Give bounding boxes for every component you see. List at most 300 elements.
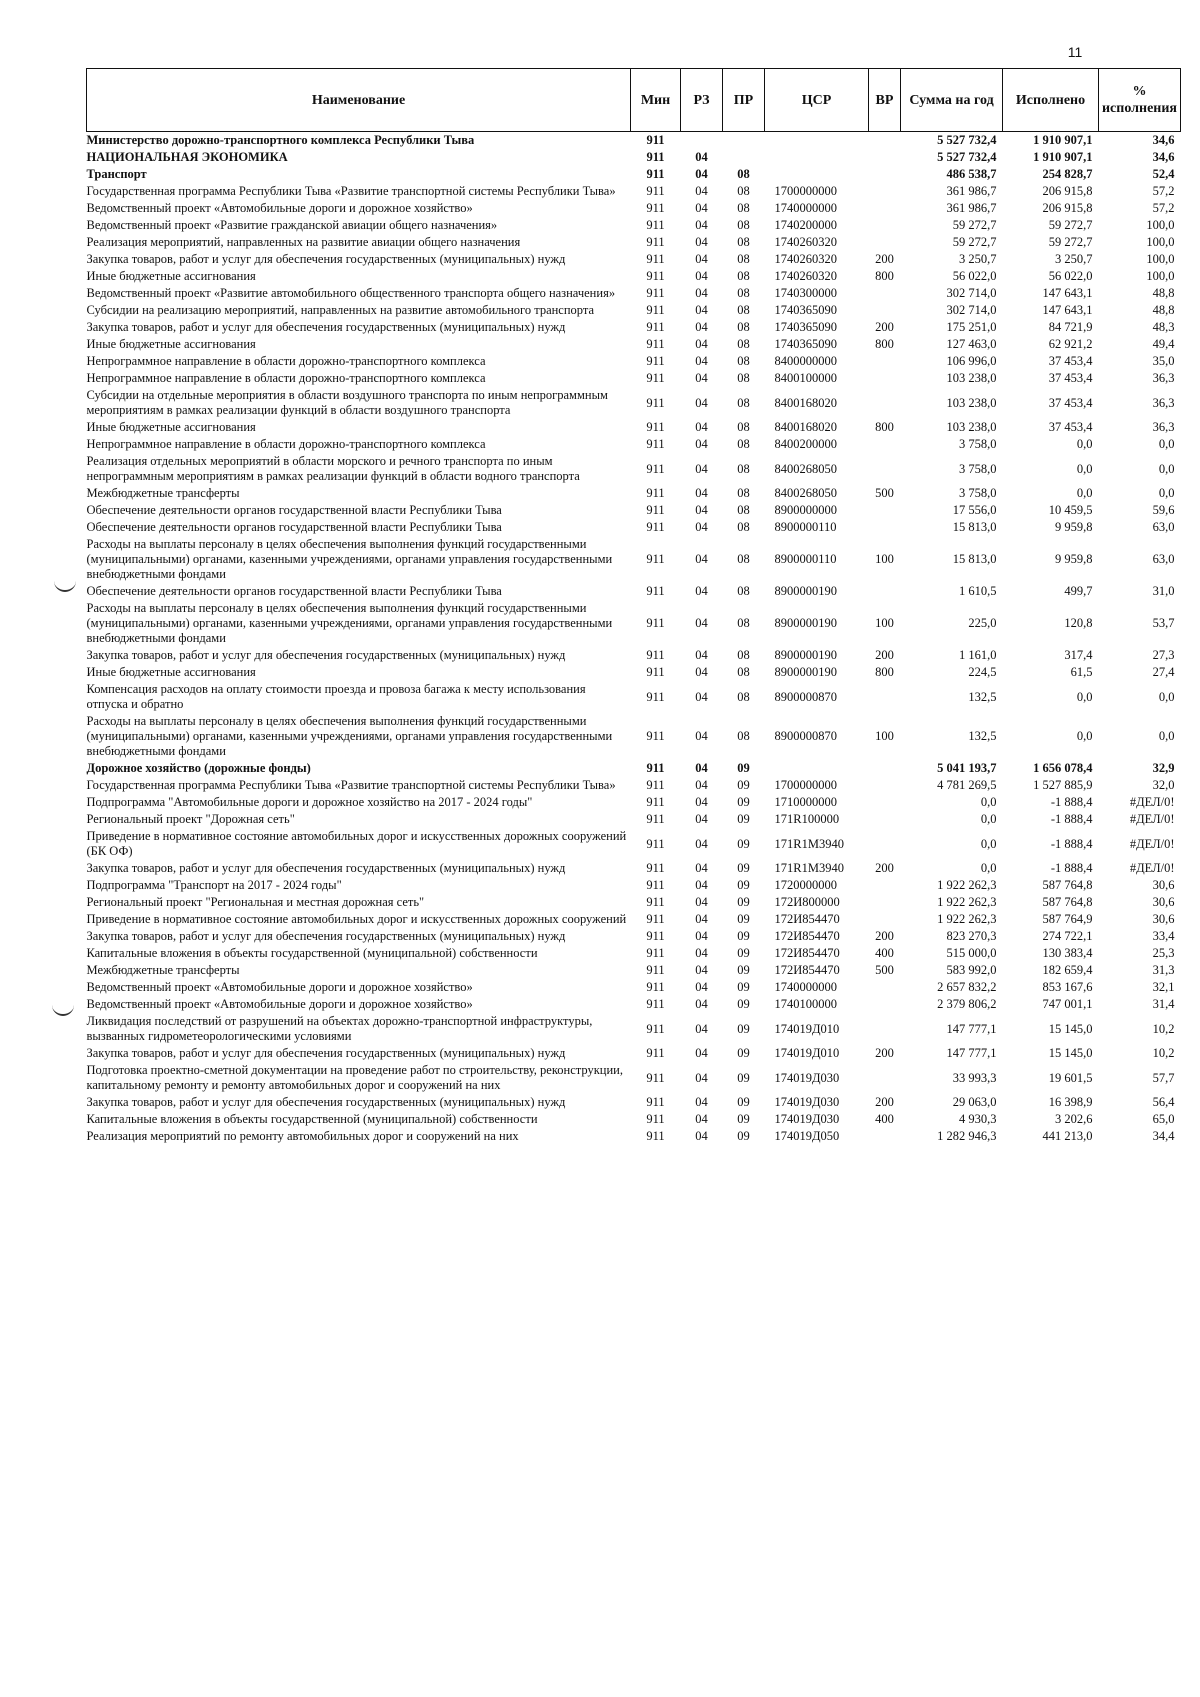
cell-csr: 1740260320 (774, 235, 837, 249)
table-row (87, 911, 1181, 928)
cell-pr: 08 (737, 167, 750, 181)
cell-pct: 30,6 (1152, 878, 1175, 892)
cell-vr (869, 234, 901, 251)
cell-rz: 04 (695, 616, 708, 630)
table-row (87, 519, 1181, 536)
cell-sum: 103 238,0 (946, 420, 997, 434)
cell-done: 130 383,4 (1042, 946, 1093, 960)
cell-sum: 4 930,3 (959, 1112, 997, 1126)
cell-name: Ведомственный проект «Автомобильные дороги и дорожное хозяйство» (86, 201, 473, 215)
table-row (87, 647, 1181, 664)
cell-pct: 36,3 (1152, 420, 1175, 434)
cell-pr: 08 (737, 252, 750, 266)
cell-vr (869, 453, 901, 485)
cell-min: 911 (646, 201, 665, 215)
table-row (87, 436, 1181, 453)
cell-name: Межбюджетные трансферты (86, 963, 240, 977)
cell-pr: 09 (737, 878, 750, 892)
cell-rz: 04 (695, 1095, 708, 1109)
cell-min: 911 (646, 395, 665, 410)
cell-csr: 8900000870 (774, 729, 837, 743)
cell-min: 911 (646, 946, 665, 960)
cell-min: 911 (646, 648, 665, 662)
cell-rz: 04 (695, 1129, 708, 1143)
cell-pct: 0,0 (1158, 437, 1175, 451)
cell-done: 441 213,0 (1042, 1129, 1093, 1143)
cell-sum: 103 238,0 (946, 395, 997, 410)
cell-vr (869, 353, 901, 370)
cell-pct: 59,6 (1152, 503, 1175, 517)
cell-rz: 04 (695, 1021, 708, 1036)
cell-min: 911 (646, 150, 665, 164)
table-row (87, 928, 1181, 945)
cell-rz: 04 (695, 878, 708, 892)
cell-min: 911 (646, 371, 665, 385)
cell-name: Государственная программа Республики Тыва «Развитие транспортной системы Республики Тыва» (86, 184, 616, 198)
cell-rz: 04 (695, 503, 708, 517)
table-row (87, 166, 1181, 183)
table-row (87, 302, 1181, 319)
cell-name: Реализация мероприятий по ремонту автомобильных дорог и сооружений на них (86, 1129, 519, 1143)
cell-sum: 33 993,3 (952, 1070, 997, 1085)
cell-done: 62 921,2 (1048, 337, 1093, 351)
cell-done: 37 453,4 (1048, 354, 1093, 368)
cell-name: Закупка товаров, работ и услуг для обеспечения государственных (муниципальных) нужд (86, 252, 566, 266)
cell-done: 15 145,0 (1048, 1021, 1093, 1036)
cell-min: 911 (646, 420, 665, 434)
cell-min: 911 (646, 303, 665, 317)
cell-pct: 65,0 (1152, 1112, 1175, 1126)
header-min: Мин (631, 69, 681, 132)
cell-done: 37 453,4 (1048, 420, 1093, 434)
cell-pr: 08 (737, 303, 750, 317)
cell-pr: 09 (737, 912, 750, 926)
cell-min: 911 (646, 729, 665, 743)
cell-vr: 100 (875, 552, 894, 566)
cell-done: 3 250,7 (1055, 252, 1093, 266)
cell-csr: 1700000000 (774, 184, 837, 198)
cell-rz: 04 (695, 395, 708, 410)
cell-pct: 100,0 (1146, 252, 1175, 266)
cell-pct: 34,4 (1152, 1129, 1175, 1143)
table-row (87, 419, 1181, 436)
cell-vr (869, 183, 901, 200)
cell-rz: 04 (695, 895, 708, 909)
cell-pr: 09 (737, 929, 750, 943)
cell-rz: 04 (695, 320, 708, 334)
cell-vr (869, 828, 901, 860)
cell-pct: 32,1 (1152, 980, 1175, 994)
table-body (87, 132, 1181, 1146)
cell-csr: 174019Д030 (774, 1095, 840, 1109)
cell-rz: 04 (695, 201, 708, 215)
cell-name: Расходы на выплаты персоналу в целях обеспечения выполнения функций государственными (муниципальными) органами, казенными учреждениями, органами управления государственными внебюджетными фондами (86, 537, 613, 581)
cell-pct: 48,3 (1152, 320, 1175, 334)
cell-name: Обеспечение деятельности органов государственной власти Республики Тыва (86, 520, 502, 534)
cell-min: 911 (646, 286, 665, 300)
cell-sum: 106 996,0 (946, 354, 997, 368)
cell-rz: 04 (695, 1046, 708, 1060)
cell-vr (869, 370, 901, 387)
cell-pct: #ДЕЛ/0! (1129, 836, 1175, 851)
cell-min: 911 (646, 980, 665, 994)
cell-sum: 59 272,7 (952, 235, 997, 249)
cell-name: Иные бюджетные ассигнования (86, 420, 256, 434)
header-pr: ПР (723, 69, 765, 132)
cell-pr: 09 (737, 1046, 750, 1060)
cell-done: 16 398,9 (1048, 1095, 1093, 1109)
cell-sum: 5 527 732,4 (937, 150, 997, 164)
cell-csr (765, 760, 869, 777)
cell-rz: 04 (695, 218, 708, 232)
cell-rz: 04 (695, 437, 708, 451)
cell-csr: 8400200000 (774, 437, 837, 451)
cell-pct: 31,0 (1152, 584, 1175, 598)
cell-csr: 171R1M3940 (774, 836, 844, 851)
cell-done: 120,8 (1064, 616, 1093, 630)
cell-min: 911 (646, 1021, 665, 1036)
cell-pr: 09 (737, 997, 750, 1011)
cell-pct: 30,6 (1152, 895, 1175, 909)
cell-pr: 08 (737, 184, 750, 198)
cell-name: НАЦИОНАЛЬНАЯ ЭКОНОМИКА (86, 150, 288, 164)
cell-vr: 800 (875, 665, 894, 679)
cell-rz: 04 (695, 997, 708, 1011)
cell-sum: 15 813,0 (952, 520, 997, 534)
cell-sum: 302 714,0 (946, 286, 997, 300)
table-row (87, 979, 1181, 996)
cell-done: 59 272,7 (1048, 235, 1093, 249)
cell-vr: 800 (875, 269, 894, 283)
table-row (87, 387, 1181, 419)
cell-pr: 09 (737, 1070, 750, 1085)
header-vr: ВР (869, 69, 901, 132)
cell-min: 911 (646, 486, 665, 500)
table-row (87, 1128, 1181, 1145)
cell-min: 911 (646, 795, 665, 809)
cell-sum: 5 041 193,7 (937, 761, 997, 775)
table-row (87, 502, 1181, 519)
cell-csr: 171R1M3940 (774, 861, 844, 875)
cell-rz: 04 (695, 420, 708, 434)
cell-name: Закупка товаров, работ и услуг для обеспечения государственных (муниципальных) нужд (86, 1046, 566, 1060)
cell-min: 911 (646, 912, 665, 926)
cell-sum: 132,5 (968, 729, 997, 743)
cell-done: 37 453,4 (1048, 371, 1093, 385)
cell-sum: 224,5 (968, 665, 997, 679)
cell-min: 911 (646, 878, 665, 892)
cell-vr: 200 (875, 1095, 894, 1109)
cell-done: 19 601,5 (1048, 1070, 1093, 1085)
cell-done: 59 272,7 (1048, 218, 1093, 232)
cell-done: 61,5 (1070, 665, 1093, 679)
cell-pct: 34,6 (1152, 150, 1175, 164)
cell-name: Транспорт (86, 167, 147, 181)
cell-min: 911 (646, 320, 665, 334)
cell-name: Капитальные вложения в объекты государственной (муниципальной) собственности (86, 946, 538, 960)
table-row (87, 760, 1181, 777)
cell-pct: 10,2 (1152, 1046, 1175, 1060)
cell-name: Обеспечение деятельности органов государственной власти Республики Тыва (86, 503, 502, 517)
cell-csr: 8400268050 (774, 486, 837, 500)
cell-rz: 04 (695, 303, 708, 317)
cell-sum: 3 758,0 (959, 437, 997, 451)
cell-csr: 1740100000 (774, 997, 837, 1011)
cell-name: Субсидии на отдельные мероприятия в области воздушного транспорта по иным непрограммным мероприятиям в рамках реализации функций в области воздушного транспорта (86, 388, 608, 417)
cell-done: 274 722,1 (1042, 929, 1093, 943)
cell-done: 853 167,6 (1042, 980, 1093, 994)
cell-min: 911 (646, 1070, 665, 1085)
cell-name: Субсидии на реализацию мероприятий, направленных на развитие автомобильного транспорта (86, 303, 595, 317)
cell-csr: 8900000190 (774, 665, 837, 679)
cell-csr: 8400100000 (774, 371, 837, 385)
cell-pr: 08 (737, 354, 750, 368)
cell-name: Ведомственный проект «Автомобильные дороги и дорожное хозяйство» (86, 997, 473, 1011)
cell-min: 911 (646, 1129, 665, 1143)
cell-sum: 3 758,0 (959, 461, 997, 476)
cell-pct: 30,6 (1152, 912, 1175, 926)
cell-done: 1 910 907,1 (1033, 133, 1093, 147)
cell-pr: 09 (737, 761, 750, 775)
table-row (87, 600, 1181, 647)
table-row (87, 860, 1181, 877)
cell-name: Приведение в нормативное состояние автомобильных дорог и искусственных дорожных сооружений (86, 912, 627, 926)
cell-pr: 09 (737, 1095, 750, 1109)
table-row (87, 1062, 1181, 1094)
table-row (87, 285, 1181, 302)
cell-rz: 04 (695, 812, 708, 826)
cell-pct: 27,4 (1152, 665, 1175, 679)
cell-pct: 100,0 (1146, 218, 1175, 232)
cell-csr: 1740365090 (774, 337, 837, 351)
cell-vr (869, 1062, 901, 1094)
cell-sum: 175 251,0 (946, 320, 997, 334)
cell-name: Иные бюджетные ассигнования (86, 665, 256, 679)
cell-pct: 0,0 (1158, 689, 1175, 704)
cell-name: Закупка товаров, работ и услуг для обеспечения государственных (муниципальных) нужд (86, 320, 566, 334)
table-row (87, 1094, 1181, 1111)
cell-pct: 31,3 (1152, 963, 1175, 977)
cell-done: 147 643,1 (1042, 303, 1093, 317)
cell-pr: 09 (737, 1021, 750, 1036)
cell-vr (869, 794, 901, 811)
cell-rz: 04 (695, 520, 708, 534)
cell-name: Компенсация расходов на оплату стоимости проезда и провоза багажа к месту использования отпуска и обратно (86, 682, 586, 711)
cell-rz: 04 (695, 980, 708, 994)
cell-sum: 132,5 (968, 689, 997, 704)
cell-csr: 8900000870 (774, 689, 837, 704)
cell-pct: 25,3 (1152, 946, 1175, 960)
cell-done: 499,7 (1064, 584, 1093, 598)
cell-csr: 172И854470 (774, 912, 840, 926)
cell-rz: 04 (695, 963, 708, 977)
cell-sum: 361 986,7 (946, 184, 997, 198)
cell-pr: 08 (737, 218, 750, 232)
cell-csr: 172И800000 (774, 895, 840, 909)
cell-rz: 04 (695, 861, 708, 875)
cell-rz: 04 (695, 929, 708, 943)
cell-min: 911 (646, 269, 665, 283)
cell-vr (869, 1013, 901, 1045)
cell-vr: 800 (875, 337, 894, 351)
cell-name: Реализация отдельных мероприятий в области морского и речного транспорта по иным непрограммным мероприятиям в рамках реализации функций в области водного транспорта (86, 454, 580, 483)
cell-min: 911 (646, 354, 665, 368)
cell-done: 84 721,9 (1048, 320, 1093, 334)
table-row (87, 251, 1181, 268)
cell-pr: 08 (737, 584, 750, 598)
cell-min: 911 (646, 761, 665, 775)
cell-pct: 57,7 (1152, 1070, 1175, 1085)
cell-rz: 04 (695, 761, 708, 775)
cell-csr: 8900000000 (774, 503, 837, 517)
cell-name: Ведомственный проект «Автомобильные дороги и дорожное хозяйство» (86, 980, 473, 994)
cell-min: 911 (646, 520, 665, 534)
cell-rz: 04 (695, 584, 708, 598)
cell-pr: 08 (737, 486, 750, 500)
cell-done: 1 656 078,4 (1033, 761, 1093, 775)
cell-min: 911 (646, 184, 665, 198)
cell-pct: #ДЕЛ/0! (1129, 861, 1175, 875)
cell-vr (869, 777, 901, 794)
cell-sum: 1 922 262,3 (937, 878, 997, 892)
cell-done: -1 888,4 (1050, 861, 1093, 875)
cell-rz: 04 (695, 337, 708, 351)
cell-rz (681, 132, 723, 150)
table-row (87, 183, 1181, 200)
cell-pct: 57,2 (1152, 184, 1175, 198)
cell-pr (723, 149, 765, 166)
cell-name: Дорожное хозяйство (дорожные фонды) (86, 761, 311, 775)
cell-done: 206 915,8 (1042, 184, 1093, 198)
cell-pr: 08 (737, 616, 750, 630)
cell-vr (869, 149, 901, 166)
cell-csr: 8400000000 (774, 354, 837, 368)
cell-rz: 04 (695, 252, 708, 266)
header-rz: РЗ (681, 69, 723, 132)
cell-pct: 34,6 (1152, 133, 1175, 147)
cell-pr: 08 (737, 689, 750, 704)
cell-pr: 09 (737, 861, 750, 875)
budget-execution-table (86, 68, 1181, 1145)
cell-rz: 04 (695, 286, 708, 300)
cell-name: Подпрограмма "Транспорт на 2017 - 2024 годы" (86, 878, 342, 892)
cell-rz: 04 (695, 461, 708, 476)
cell-vr (869, 387, 901, 419)
cell-name: Министерство дорожно-транспортного комплекса Республики Тыва (86, 133, 475, 147)
cell-pr: 08 (737, 420, 750, 434)
table-row (87, 945, 1181, 962)
cell-name: Закупка товаров, работ и услуг для обеспечения государственных (муниципальных) нужд (86, 861, 566, 875)
cell-pr: 09 (737, 836, 750, 851)
table-row (87, 583, 1181, 600)
cell-pct: 100,0 (1146, 269, 1175, 283)
cell-pct: 63,0 (1152, 520, 1175, 534)
cell-min: 911 (646, 337, 665, 351)
cell-name: Непрограммное направление в области дорожно-транспортного комплекса (86, 437, 486, 451)
cell-done: -1 888,4 (1050, 812, 1093, 826)
header-name: Наименование (87, 69, 631, 132)
cell-pct: 49,4 (1152, 337, 1175, 351)
cell-name: Ликвидация последствий от разрушений на объектах дорожно-транспортной инфраструктуры, вызванных гидрометеорологическими условиями (86, 1014, 593, 1043)
cell-done: -1 888,4 (1050, 795, 1093, 809)
table-row (87, 336, 1181, 353)
cell-pct: 48,8 (1152, 303, 1175, 317)
cell-sum: 4 781 269,5 (937, 778, 997, 792)
table-row (87, 234, 1181, 251)
cell-min: 911 (646, 812, 665, 826)
cell-done: 317,4 (1064, 648, 1093, 662)
cell-min: 911 (646, 963, 665, 977)
table-row (87, 828, 1181, 860)
cell-min: 911 (646, 167, 665, 181)
cell-name: Межбюджетные трансферты (86, 486, 240, 500)
cell-vr (869, 502, 901, 519)
cell-pr: 08 (737, 201, 750, 215)
cell-vr: 500 (875, 963, 894, 977)
cell-name: Закупка товаров, работ и услуг для обеспечения государственных (муниципальных) нужд (86, 1095, 566, 1109)
cell-pr: 09 (737, 1112, 750, 1126)
cell-pct: 52,4 (1152, 167, 1175, 181)
cell-name: Подпрограмма "Автомобильные дороги и дорожное хозяйство на 2017 - 2024 годы" (86, 795, 533, 809)
cell-sum: 0,0 (980, 836, 997, 851)
cell-rz: 04 (695, 648, 708, 662)
cell-done: 1 910 907,1 (1033, 150, 1093, 164)
cell-pr: 08 (737, 503, 750, 517)
cell-sum: 1 161,0 (959, 648, 997, 662)
cell-sum: 515 000,0 (946, 946, 997, 960)
cell-sum: 486 538,7 (946, 167, 997, 181)
cell-rz: 04 (695, 778, 708, 792)
cell-vr: 200 (875, 252, 894, 266)
cell-vr: 500 (875, 486, 894, 500)
cell-name: Расходы на выплаты персоналу в целях обеспечения выполнения функций государственными (муниципальными) органами, казенными учреждениями, органами управления государственными внебюджетными фондами (86, 601, 613, 645)
cell-sum: 1 922 262,3 (937, 895, 997, 909)
cell-csr: 1740300000 (774, 286, 837, 300)
cell-min: 911 (646, 437, 665, 451)
margin-check-mark (52, 1004, 74, 1016)
cell-vr (869, 979, 901, 996)
cell-min: 911 (646, 1095, 665, 1109)
cell-vr: 100 (875, 729, 894, 743)
cell-sum: 225,0 (968, 616, 997, 630)
cell-pr: 08 (737, 337, 750, 351)
cell-rz: 04 (695, 167, 708, 181)
margin-check-mark (54, 580, 76, 592)
cell-pct: 36,3 (1152, 395, 1175, 410)
cell-vr: 200 (875, 648, 894, 662)
header-sum: Сумма на год (901, 69, 1003, 132)
cell-min: 911 (646, 235, 665, 249)
cell-pct: 63,0 (1152, 552, 1175, 566)
cell-csr: 1700000000 (774, 778, 837, 792)
cell-sum: 0,0 (980, 795, 997, 809)
cell-pct: 32,9 (1152, 761, 1175, 775)
cell-vr (869, 166, 901, 183)
cell-vr (869, 217, 901, 234)
cell-vr (869, 681, 901, 713)
table-row (87, 1045, 1181, 1062)
table-row (87, 370, 1181, 387)
cell-name: Иные бюджетные ассигнования (86, 337, 256, 351)
cell-done: 0,0 (1076, 461, 1093, 476)
cell-done: 587 764,8 (1042, 878, 1093, 892)
cell-vr: 400 (875, 1112, 894, 1126)
cell-sum: 56 022,0 (952, 269, 997, 283)
cell-pct: 0,0 (1158, 486, 1175, 500)
cell-csr: 1740365090 (774, 320, 837, 334)
cell-csr: 8900000110 (774, 552, 837, 566)
cell-rz: 04 (695, 371, 708, 385)
